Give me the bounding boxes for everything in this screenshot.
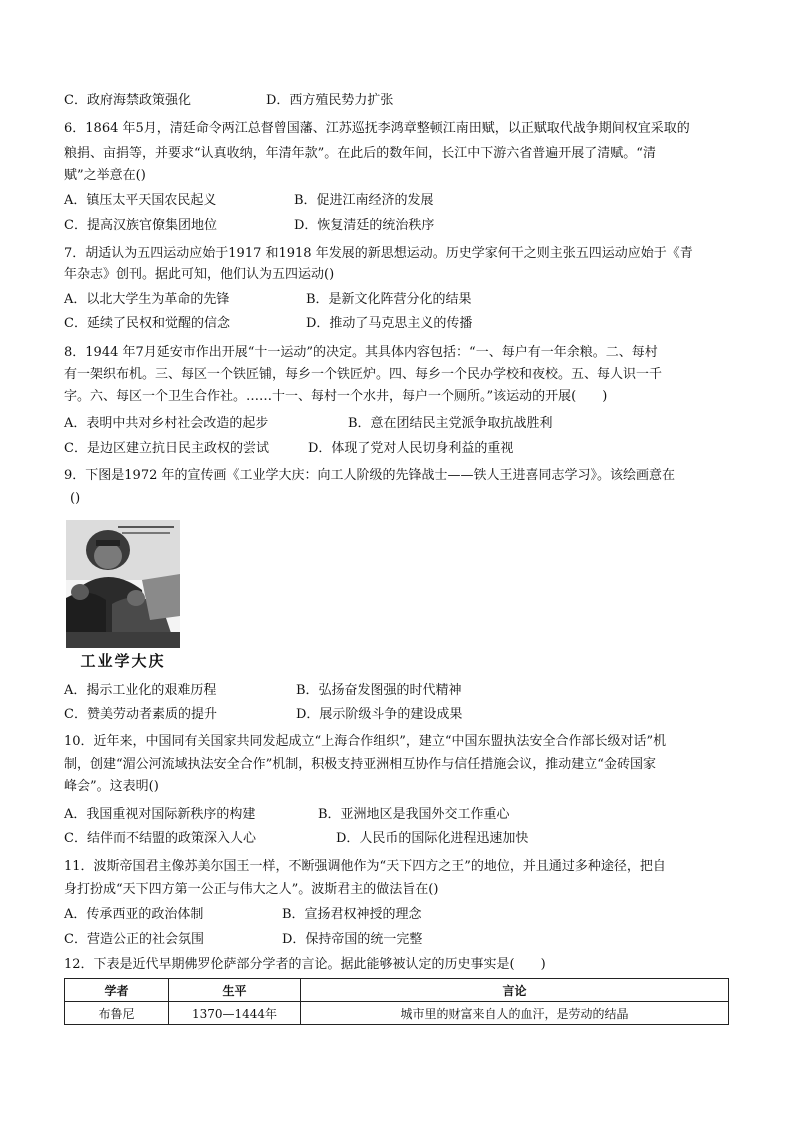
- q8-option-b: B．意在团结民主党派争取抗战胜利: [348, 416, 553, 431]
- q8-stem-line1: 8．1944 年7月延安市作出开展“十一运动”的决定。其具体内容包括：“一、每户有一年余粮。二、每村: [64, 345, 658, 360]
- table-cell-scholar: 布鲁尼: [65, 1002, 169, 1025]
- q11-option-d: D．保持帝国的统一完整: [282, 932, 423, 947]
- q10-stem-line1: 10．近年来，中国同有关国家共同发起成立“上海合作组织”，建立“中国东盟执法安全合作部长级对话”机: [64, 734, 667, 749]
- q10-stem-line2: 制，创建“湄公河流域执法安全合作”机制，积极支持亚洲相互协作与信任措施会议，推动建立“金砖国家: [64, 757, 656, 772]
- q8-stem-line2: 有一架织布机。三、每区一个铁匠铺，每乡一个铁匠炉。四、每乡一个民办学校和夜校。五、每人识一千: [64, 367, 663, 382]
- q7-option-b: B．是新文化阵营分化的结果: [306, 292, 472, 307]
- scholars-table: [64, 978, 729, 1025]
- q11-option-b: B．宣扬君权神授的理念: [282, 907, 422, 922]
- q10-option-c: C．结伴而不结盟的政策深入人心: [64, 831, 256, 846]
- q7-stem-line2: 年杂志》创刊。据此可知，他们认为五四运动(): [64, 267, 335, 282]
- q11-option-c: C．营造公正的社会氛围: [64, 932, 204, 947]
- q7-option-a: A．以北大学生为革命的先锋: [64, 292, 230, 307]
- q11-stem-line1: 11．波斯帝国君主像苏美尔国王一样，不断强调他作为“天下四方之王”的地位，并且通过多种途径，把自: [64, 859, 666, 874]
- table-row: [65, 1002, 729, 1025]
- q11-option-a: A．传承西亚的政治体制: [64, 907, 204, 922]
- poster-artwork: [66, 520, 180, 648]
- q6-option-b: B．促进江南经济的发展: [294, 193, 434, 208]
- q5-option-c: C．政府海禁政策强化: [64, 93, 191, 108]
- table-header-remarks: 言论: [301, 979, 729, 1002]
- q9-option-a: A．揭示工业化的艰难历程: [64, 683, 217, 698]
- q9-option-c: C．赞美劳动者素质的提升: [64, 707, 217, 722]
- q10-stem-line3: 峰会”。这表明(): [64, 779, 159, 794]
- q8-stem-line3: 字。六、每区一个卫生合作社。……十一、每村一个水井，每户一个厕所。”该运动的开展( ): [64, 389, 608, 404]
- q12-stem-line1: 12．下表是近代早期佛罗伦萨部分学者的言论。据此能够被认定的历史事实是( ): [64, 957, 546, 972]
- q8-option-d: D．体现了党对人民切身利益的重视: [308, 441, 514, 456]
- q7-option-c: C．延续了民权和觉醒的信念: [64, 316, 230, 331]
- poster-caption: 工业学大庆: [80, 652, 166, 670]
- table-header-row: [65, 979, 729, 1002]
- q5-option-d: D．西方殖民势力扩张: [266, 93, 394, 108]
- table-header-life: 生平: [169, 979, 301, 1002]
- q11-stem-line2: 身打扮成“天下四方第一公正与伟大之人”。波斯君主的做法旨在(): [64, 882, 439, 897]
- table-cell-remarks: 城市里的财富来自人的血汗，是劳动的结晶: [301, 1002, 729, 1025]
- table-cell-life: 1370—1444年: [169, 1002, 301, 1025]
- q6-stem-line1: 6．1864 年5月，清廷命令两江总督曾国藩、江苏巡抚李鸿章整顿江南田赋，以正赋取代战争期间权宜采取的: [64, 121, 690, 136]
- q8-option-a: A．表明中共对乡村社会改造的起步: [64, 416, 269, 431]
- q6-option-c: C．提高汉族官僚集团地位: [64, 218, 217, 233]
- q10-option-a: A．我国重视对国际新秩序的构建: [64, 807, 256, 822]
- q9-option-b: B．弘扬奋发图强的时代精神: [296, 683, 462, 698]
- q10-option-b: B．亚洲地区是我国外交工作重心: [318, 807, 510, 822]
- table-header-scholar: 学者: [65, 979, 169, 1002]
- q9-stem-line1: 9．下图是1972 年的宣传画《工业学大庆：向工人阶级的先锋战士——铁人王进喜同志学习》。该绘画意在: [64, 468, 675, 483]
- q10-option-d: D．人民币的国际化进程迅速加快: [336, 831, 529, 846]
- q6-option-a: A．镇压太平天国农民起义: [64, 193, 217, 208]
- propaganda-poster-image: [66, 520, 180, 672]
- q8-option-c: C．是边区建立抗日民主政权的尝试: [64, 441, 269, 456]
- q7-option-d: D．推动了马克思主义的传播: [306, 316, 473, 331]
- q9-stem-line2: (): [70, 491, 81, 506]
- q9-option-d: D．展示阶级斗争的建设成果: [296, 707, 463, 722]
- q6-option-d: D．恢复清廷的统治秩序: [294, 218, 435, 233]
- q6-stem-line2: 粮捐、亩捐等，并要求“认真收纳，年清年款”。在此后的数年间，长江中下游六省普遍开展了清赋。“清: [64, 146, 656, 161]
- q7-stem-line1: 7．胡适认为五四运动应始于1917 和1918 年发展的新思想运动。历史学家何干之则主张五四运动应始于《青: [64, 246, 693, 261]
- q6-stem-line3: 赋”之举意在(): [64, 168, 146, 183]
